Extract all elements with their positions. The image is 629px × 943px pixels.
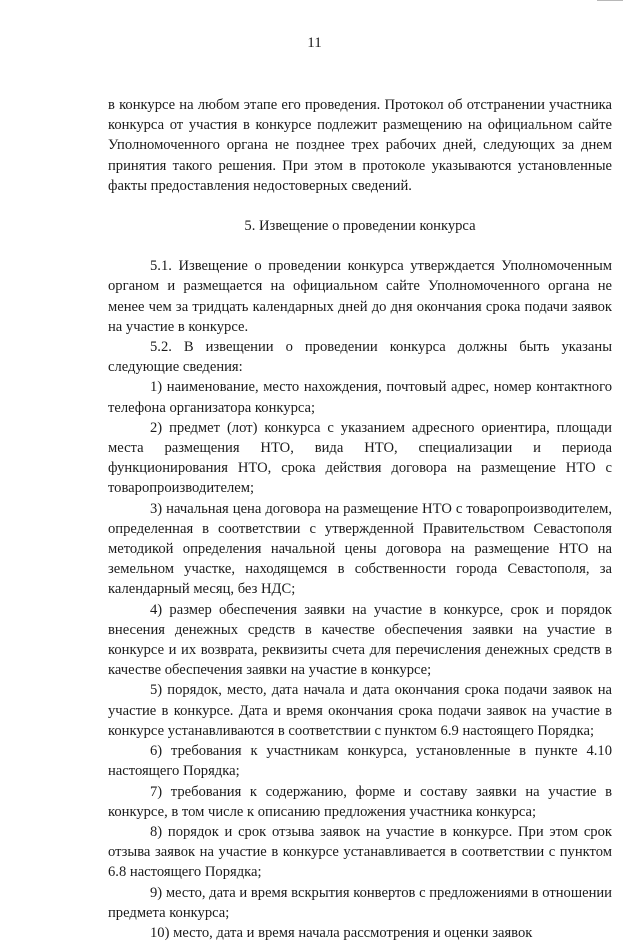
list-item-9: 9) место, дата и время вскрытия конвертов с предложениями в отношении предмета конкурса; — [108, 884, 612, 921]
list-item-7: 7) требования к содержанию, форме и составу заявки на участие в конкурсе, в том числе к описанию предложения участника конкурса; — [108, 783, 612, 820]
intro-paragraph: в конкурсе на любом этапе его проведения. Протокол об отстранении участника конкурса от участия в конкурсе подлежит размещению на официальном сайте Уполномоченного органа не позднее трех рабочих дней, следующих за днем принятия такого решения. При этом в протоколе указываются установленные факты предоставления недостоверных сведений. — [108, 97, 612, 194]
paragraph-5-2: 5.2. В извещении о проведении конкурса должны быть указаны следующие сведения: — [108, 339, 612, 376]
list-item-8: 8) порядок и срок отзыва заявок на участие в конкурсе. При этом срок отзыва заявок на участие в конкурсе устанавливается в соответствии с пунктом 6.8 настоящего Порядка; — [108, 823, 612, 881]
list-item-4: 4) размер обеспечения заявки на участие в конкурсе, срок и порядок внесения денежных средств в качестве обеспечения заявки на участие в конкурсе и их возврата, реквизиты счета для перечисления денежных средств в качестве обеспечения заявки на участие в конкурсе; — [108, 601, 612, 679]
document-body — [108, 95, 612, 943]
list-item-3: 3) начальная цена договора на размещение НТО с товаропроизводителем, определенная в соответствии с утвержденной Правительством Севастополя методикой определения начальной цены договора на размещение НТО на земельном участке, находящемся в собственности города Севастополя, за календарный месяц, без НДС; — [108, 500, 612, 598]
list-item-1: 1) наименование, место нахождения, почтовый адрес, номер контактного телефона организатора конкурса; — [108, 379, 612, 416]
page-number: 11 — [307, 35, 322, 51]
list-item-2: 2) предмет (лот) конкурса с указанием адресного ориентира, площади места размещения НТО, вида НТО, специализации и периода функционирования НТО, срока действия договора на размещение НТО с товаропроизводителем; — [108, 419, 612, 497]
list-item-5: 5) порядок, место, дата начала и дата окончания срока подачи заявок на участие в конкурсе. Дата и время окончания срока подачи заявок на участие в конкурсе устанавливаются в соответствии с пунктом 6.9 настоящего Порядка; — [108, 682, 612, 739]
section-heading: 5. Извещение о проведении конкурса — [244, 218, 476, 235]
list-item-10: 10) место, дата и время начала рассмотрения и оценки заявок — [150, 924, 533, 941]
list-item-6: 6) требования к участникам конкурса, установленные в пункте 4.10 настоящего Порядка; — [108, 743, 612, 780]
scan-edge-mark — [597, 0, 623, 2]
paragraph-5-1: 5.1. Извещение о проведении конкурса утверждается Уполномоченным органом и размещается на официальном сайте Уполномоченного органа не менее чем за тридцать календарных дней до дня окончания срока подачи заявок на участие в конкурсе. — [108, 258, 612, 335]
